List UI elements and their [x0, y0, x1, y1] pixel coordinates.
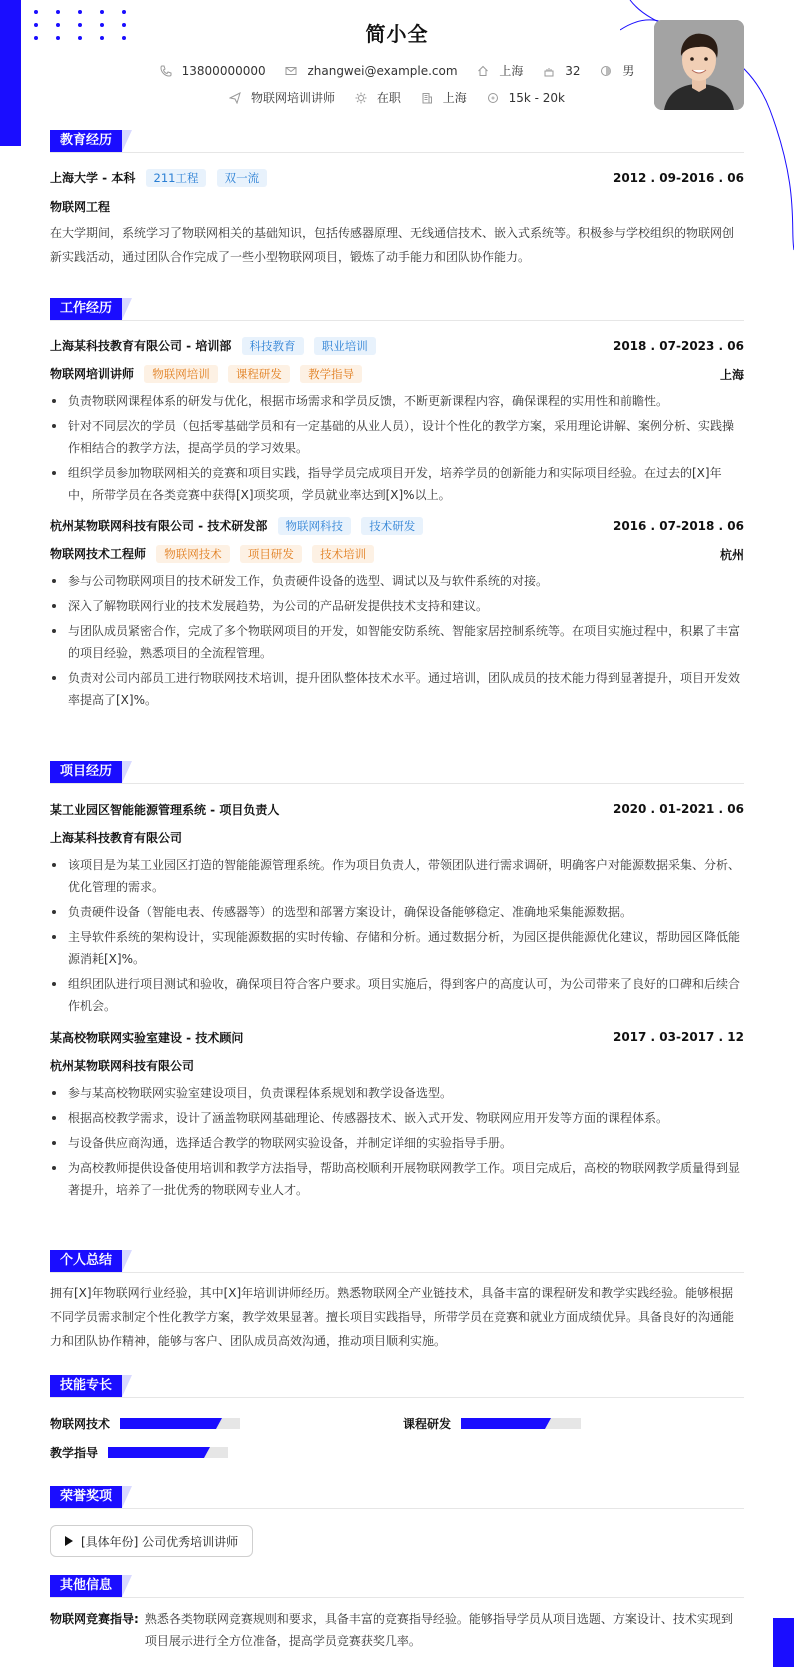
- education-description: 在大学期间，系统学习了物联网相关的基础知识，包括传感器原理、无线通信技术、嵌入式系统等。积极参与学校组织的物联网创新实践活动，通过团队合作完成了一些小型物联网项目，锻炼了动手能力和团队协作能力。: [50, 226, 735, 264]
- company-name: 杭州某物联网科技有限公司 - 技术研发部: [50, 519, 268, 533]
- phone-number: 13800000000: [181, 63, 266, 78]
- project-entry-header: [50, 1027, 744, 1047]
- other-text: 熟悉各类物联网竞赛规则和要求，具备丰富的竞赛指导经验。能够指导学员从项目选题、方案设计、技术实现到项目展示进行全方位准备，提高学员竞赛获奖几率。: [144, 1612, 733, 1648]
- work-section: [50, 298, 744, 714]
- other-label: 物联网竞赛指导:: [50, 1612, 139, 1626]
- major: 物联网工程: [50, 200, 111, 214]
- company-tag: 技术研发: [361, 517, 423, 535]
- project-name: 某高校物联网实验室建设 - 技术顾问: [50, 1030, 244, 1045]
- candidate-name: 简小全: [365, 22, 429, 46]
- list-item: 针对不同层次的学员（包括零基础学员和有一定基础的从业人员），设计个性化的教学方案，采用理论讲解、案例分析、实践操作相结合的教学方法，提高学员的学习效果。: [50, 415, 744, 459]
- target-city-item: [421, 89, 467, 106]
- section-title-work: 工作经历: [50, 298, 122, 320]
- work-date: 2018 . 07-2023 . 06: [612, 339, 744, 353]
- section-header: [50, 1250, 744, 1273]
- building-icon: [421, 92, 433, 104]
- accent-bar-right: [773, 1618, 794, 1667]
- list-item: 与设备供应商沟通，选择适合教学的物联网实验设备，并制定详细的实验指导手册。: [50, 1132, 744, 1154]
- company-tag: 职业培训: [314, 337, 376, 355]
- list-item: 与团队成员紧密合作，完成了多个物联网项目的开发，如智能安防系统、智能家居控制系统等。在项目实施过程中，积累了丰富的项目经验，熟悉项目的全流程管理。: [50, 620, 744, 664]
- list-item: 负责物联网课程体系的研发与优化，根据市场需求和学员反馈，不断更新课程内容，确保课程的实用性和前瞻性。: [50, 390, 744, 412]
- skill-item: [50, 1415, 240, 1432]
- skills-section: [50, 1375, 744, 1480]
- summary-section: [50, 1250, 744, 1353]
- section-header: [50, 130, 744, 153]
- skill-bar: [120, 1418, 240, 1429]
- position-row: [50, 544, 744, 564]
- job-title: 物联网培训讲师: [251, 91, 336, 105]
- section-header: [50, 761, 744, 784]
- work-location: 杭州: [719, 547, 744, 562]
- job-title-item: [229, 89, 335, 106]
- skill-tag: 教学指导: [300, 365, 362, 383]
- project-company: 上海某科技教育有限公司: [50, 831, 183, 845]
- skill-item: [50, 1444, 228, 1461]
- project-company: 杭州某物联网科技有限公司: [50, 1059, 195, 1073]
- project-name: 某工业园区智能能源管理系统 - 项目负责人: [50, 802, 280, 817]
- position-title: 物联网技术工程师: [50, 547, 147, 561]
- skill-name: 课程研发: [403, 1417, 452, 1431]
- skill-bar: [108, 1447, 228, 1458]
- position-row: [50, 364, 744, 384]
- list-item: 组织团队进行项目测试和验收，确保项目符合客户要求。项目实施后，得到客户的高度认可，为公司带来了良好的口碑和后续合作机会。: [50, 973, 744, 1017]
- section-header: [50, 1575, 744, 1598]
- work-location: 上海: [719, 367, 744, 382]
- list-item: 负责硬件设备（智能电表、传感器等）的选型和部署方案设计，确保设备能够稳定、准确地采集能源数据。: [50, 901, 744, 923]
- position-title: 物联网培训讲师: [50, 367, 135, 381]
- email-item: [285, 64, 457, 78]
- list-item: 该项目是为某工业园区打造的智能能源管理系统。作为项目负责人，带领团队进行需求调研，明确客户对能源数据采集、分析、优化管理的需求。: [50, 854, 744, 898]
- work-entry-header: [50, 516, 744, 536]
- section-title-summary: 个人总结: [50, 1250, 122, 1272]
- section-header: [50, 1375, 744, 1398]
- job-status: 在职: [376, 91, 401, 105]
- school-name: 上海大学 - 本科: [50, 171, 136, 185]
- work-bullets: [50, 570, 744, 711]
- age-item: [543, 64, 580, 78]
- skill-name: 教学指导: [50, 1446, 99, 1460]
- other-section: [50, 1575, 744, 1652]
- skill-tag: 技术培训: [312, 545, 374, 563]
- gender: 男: [622, 64, 635, 78]
- project-date: 2017 . 03-2017 . 12: [612, 1030, 744, 1044]
- age-icon: [543, 65, 555, 77]
- summary-text: 拥有[X]年物联网行业经验，其中[X]年培训讲师经历。熟悉物联网全产业链技术，具备丰富的课程研发和教学实践经验。能够根据不同学员需求制定个性化教学方案，教学效果显著。擅长项目实践指导，所带学员在竞赛和就业方面成绩优异。具备良好的沟通能力和团队协作精神，能够与客户、团队成员高效沟通，推动项目顺利实施。: [50, 1286, 735, 1348]
- school-tag: 双一流: [217, 169, 268, 187]
- awards-section: [50, 1486, 744, 1557]
- project-bullets: [50, 1082, 744, 1201]
- skill-tag: 课程研发: [228, 365, 290, 383]
- section-title-education: 教育经历: [50, 130, 122, 152]
- award-item: [50, 1525, 253, 1557]
- education-entry-header: [50, 168, 744, 188]
- list-item: 主导软件系统的架构设计，实现能源数据的实时传输、存储和分析。通过数据分析，为园区提供能源优化建议，帮助园区降低能源消耗[X]%。: [50, 926, 744, 970]
- section-title-other: 其他信息: [50, 1575, 122, 1597]
- skill-bar-fill: [108, 1447, 204, 1458]
- project-entry-header: [50, 799, 744, 819]
- status-icon: [355, 92, 367, 104]
- target-city: 上海: [442, 91, 467, 105]
- salary: 15k - 20k: [508, 90, 565, 105]
- section-title-awards: 荣誉奖项: [50, 1486, 122, 1508]
- work-entry: [50, 516, 744, 711]
- section-header: [50, 1486, 744, 1509]
- skill-bar: [461, 1418, 581, 1429]
- award-text: [具体年份] 公司优秀培训讲师: [81, 1534, 239, 1549]
- play-icon: [65, 1536, 73, 1546]
- project-entry: [50, 799, 744, 1017]
- skill-bar-fill: [461, 1418, 545, 1429]
- work-bullets: [50, 390, 744, 506]
- section-title-projects: 项目经历: [50, 761, 122, 783]
- company-tag: 物联网科技: [278, 517, 352, 535]
- skill-tag: 项目研发: [240, 545, 302, 563]
- list-item: 为高校教师提供设备使用培训和教学方法指导，帮助高校顺利开展物联网教学工作。项目完成后，高校的物联网教学质量得到显著提升，培养了一批优秀的物联网专业人才。: [50, 1157, 744, 1201]
- skill-bar-fill: [120, 1418, 216, 1429]
- project-bullets: [50, 854, 744, 1017]
- send-icon: [229, 92, 241, 104]
- gender-icon: [600, 65, 612, 77]
- list-item: 参与某高校物联网实验室建设项目，负责课程体系规划和教学设备选型。: [50, 1082, 744, 1104]
- age: 32: [565, 63, 581, 78]
- phone-item: [160, 64, 266, 78]
- other-info-row: [50, 1608, 744, 1652]
- phone-icon: [160, 65, 172, 77]
- list-item: 根据高校教学需求，设计了涵盖物联网基础理论、传感器技术、嵌入式开发、物联网应用开发等方面的课程体系。: [50, 1107, 744, 1129]
- email-address: zhangwei@example.com: [307, 63, 458, 78]
- projects-section: [50, 761, 744, 1204]
- work-date: 2016 . 07-2018 . 06: [612, 519, 744, 533]
- school-tag: 211工程: [146, 169, 207, 187]
- city-item: [477, 62, 523, 79]
- city: 上海: [499, 64, 524, 78]
- mail-icon: [285, 65, 297, 77]
- skill-name: 物联网技术: [50, 1417, 111, 1431]
- avatar: [654, 20, 744, 110]
- skill-item: [403, 1415, 581, 1432]
- list-item: 深入了解物联网行业的技术发展趋势，为公司的产品研发提供技术支持和建议。: [50, 595, 744, 617]
- salary-item: [487, 91, 565, 105]
- list-item: 参与公司物联网项目的技术研发工作，负责硬件设备的选型、调试以及与软件系统的对接。: [50, 570, 744, 592]
- project-entry: [50, 1027, 744, 1201]
- education-date: 2012 . 09-2016 . 06: [612, 171, 744, 185]
- salary-icon: [487, 92, 499, 104]
- education-section: [50, 130, 744, 269]
- status-item: [355, 89, 401, 106]
- list-item: 负责对公司内部员工进行物联网技术培训，提升团队整体技术水平。通过培训，团队成员的技术能力得到显著提升，项目开发效率提高了[X]%。: [50, 667, 744, 711]
- work-entry: [50, 336, 744, 506]
- home-icon: [477, 65, 489, 77]
- work-entry-header: [50, 336, 744, 356]
- company-name: 上海某科技教育有限公司 - 培训部: [50, 339, 232, 353]
- list-item: 组织学员参加物联网相关的竞赛和项目实践，指导学员完成项目开发，培养学员的创新能力和实际项目经验。在过去的[X]年中，所带学员在各类竞赛中获得[X]项奖项，学员就业率达到[X]%以上。: [50, 462, 744, 506]
- skill-tag: 物联网培训: [144, 365, 218, 383]
- section-title-skills: 技能专长: [50, 1375, 122, 1397]
- company-tag: 科技教育: [242, 337, 304, 355]
- project-date: 2020 . 01-2021 . 06: [612, 802, 744, 816]
- skill-tag: 物联网技术: [156, 545, 230, 563]
- section-header: [50, 298, 744, 321]
- gender-item: [600, 62, 634, 79]
